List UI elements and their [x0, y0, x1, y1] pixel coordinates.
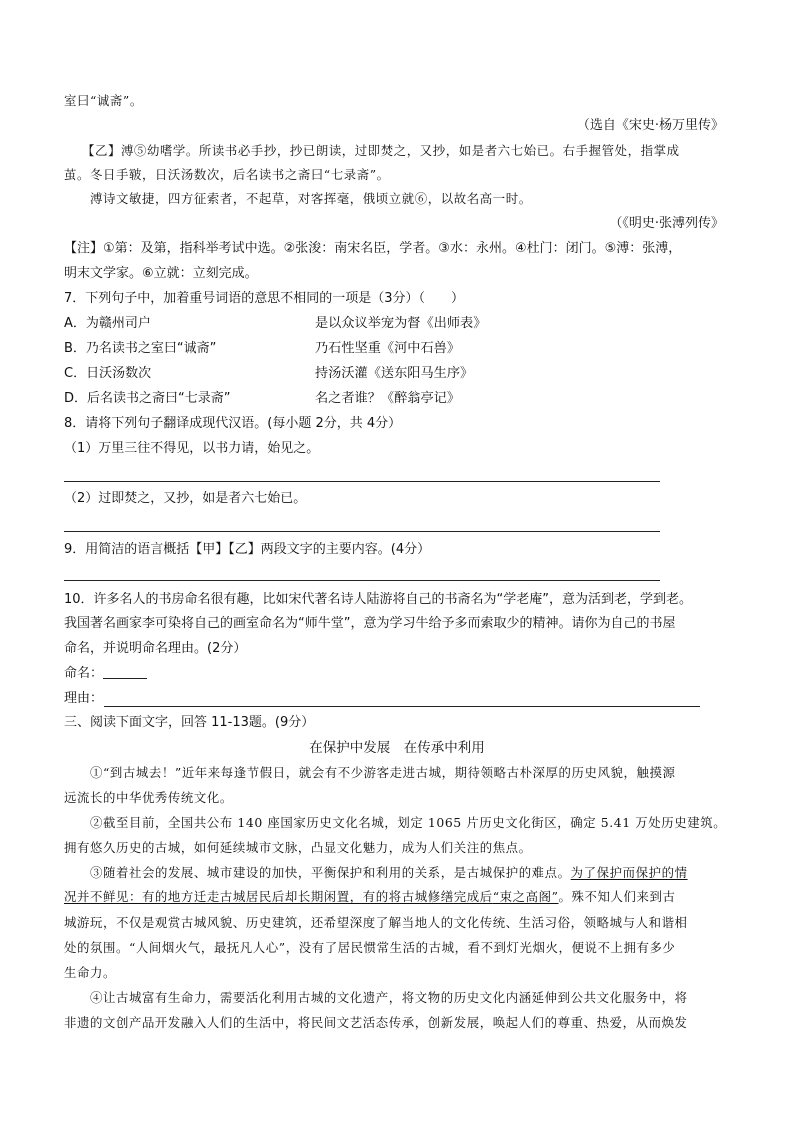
q7-stem: 7．下列句子中，加着重号词语的意思不相同的一项是（3分）（ ）	[64, 291, 465, 306]
para4-line2: 非遗的文创产品开发融入人们的生活中，将民间文艺活态传承，创新发展，唤起人们的尊重、热爱，从而焕发	[64, 1015, 688, 1030]
q10-line2: 我国著名画家李可染将自己的画室命名为“师牛堂”，意为学习牛给予多而索取少的精神。请你为自己的书屋	[64, 616, 676, 631]
para2-line2: 拥有悠久历史的古城，如何延续城市文脉，凸显文化魅力，成为人们关注的焦点。	[64, 840, 532, 855]
source-b: （《明史·张溥列传》	[609, 216, 724, 231]
passage-b-line1: 【乙】溥⑤幼嗜学。所读书必手抄，抄已朗读，过即焚之，又抄，如是者六七始已。右手握管处，指掌成	[82, 143, 680, 158]
note-line1: 【注】①第：及第，指科举考试中选。②张浚：南宋名臣，学者。③水：永州。④杜门：闭门。⑤溥：张溥，	[64, 241, 682, 256]
q10-line1: 10．许多名人的书房命名很有趣，比如宋代著名诗人陆游将自己的书斋名为“学老庵”，意为活到老，学到老。	[64, 592, 693, 607]
para3-underlined-2: 况并不鲜见：有的地方迁走古城居民后却长期闲置，有的将古城修缮完成后	[64, 889, 493, 904]
para4-line1: ④让古城富有生命力，需要活化利用古城的文化遗产，将文物的历史文化内涵延伸到公共文化服务中，将	[90, 990, 688, 1005]
para3-line1	[90, 864, 688, 882]
para3-quoted-phrase: “束之高阁”	[492, 889, 559, 904]
article-title: 在保护中发展 在传承中利用	[309, 740, 485, 756]
passage-b-line3: 溥诗文敏捷，四方征索者，不起草，对客挥毫，俄顷立就⑥，以故名高一时。	[90, 191, 532, 206]
q8-sentence-1: （1）万里三往不得见，以书力请，始见之。	[64, 441, 320, 456]
para3-underlined-1: 为了保护而保护的情	[570, 865, 688, 880]
q7-option-d: D．后名读书之斋曰“七录斋”	[64, 391, 231, 406]
q10-name-label: 命名：	[64, 666, 104, 681]
q10-name-row	[64, 665, 147, 683]
q8-sentence-2: （2）过即焚之，又抄，如是者六七始已。	[64, 491, 307, 506]
q7-option-a-pair: 是以众议举宠为督《出师表》	[315, 316, 487, 331]
q9-stem: 9．用简洁的语言概括【甲】【乙】两段文字的主要内容。(4分）	[64, 542, 431, 557]
q7-option-c-pair: 持汤沃灌《送东阳马生序》	[315, 366, 474, 381]
para1-line1: ①“到古城去！”近年来每逢节假日，就会有不少游客走进古城，期待领略古朴深厚的历史风貌，触摸源	[90, 765, 676, 780]
para3-line5: 生命力。	[64, 965, 116, 980]
q7-option-b-pair: 乃石性坚重《河中石兽》	[315, 341, 461, 356]
passage-b-line2: 茧。冬日手皲，日沃汤数次，后名读书之斋曰“七录斋”。	[64, 167, 390, 182]
q7-option-b: B．乃名读书之室曰“诚斋”	[64, 341, 217, 356]
para3-line2	[64, 888, 675, 906]
reason-answer-line[interactable]	[104, 706, 700, 707]
answer-line-q8-1[interactable]	[64, 481, 660, 482]
q7-option-c: C．日沃汤数次	[64, 366, 152, 381]
para3-line3: 城游玩，不仅是观赏古城风貌、历史建筑，还希望深度了解当地人的文化传统、生活习俗，领略城与人和谐相	[64, 915, 688, 930]
para3-line2-tail: 。殊不知人们来到古	[558, 889, 676, 904]
q10-reason-label: 理由：	[64, 691, 104, 706]
q7-option-d-pair: 名之者谁？《醉翁亭记》	[315, 391, 461, 406]
para2-line1: ②截至目前，全国共公布 140 座国家历史文化名城，划定 1065 片历史文化街区，确定 5.41 万处历史建筑。	[90, 815, 727, 830]
q8-stem: 8．请将下列句子翻译成现代汉语。(每小题 2分，共 4分）	[64, 416, 402, 431]
para3-line1-text: ③随着社会的发展、城市建设的加快，平衡保护和利用的关系，是古城保护的难点。	[90, 865, 571, 880]
q10-line3: 命名，并说明命名理由。(2分）	[64, 641, 247, 656]
source-a: （选自《宋史·杨万里传》	[576, 118, 724, 133]
passage-a-tail: 室曰“诚斋”。	[64, 93, 143, 108]
para1-line2: 远流长的中华优秀传统文化。	[64, 790, 233, 805]
q7-option-a: A．为赣州司户	[64, 316, 151, 331]
para3-line4: 处的氛围。“人间烟火气，最抚凡人心”，没有了居民惯常生活的古城，看不到灯光烟火，便说不上拥有多少	[64, 940, 676, 955]
note-line2: 明末文学家。⑥立就：立刻完成。	[64, 266, 258, 281]
answer-line-q9[interactable]	[64, 580, 660, 581]
name-answer-blank[interactable]	[103, 666, 147, 679]
answer-line-q8-2[interactable]	[64, 531, 660, 532]
section3-heading: 三、阅读下面文字，回答 11-13题。(9分）	[64, 715, 315, 730]
